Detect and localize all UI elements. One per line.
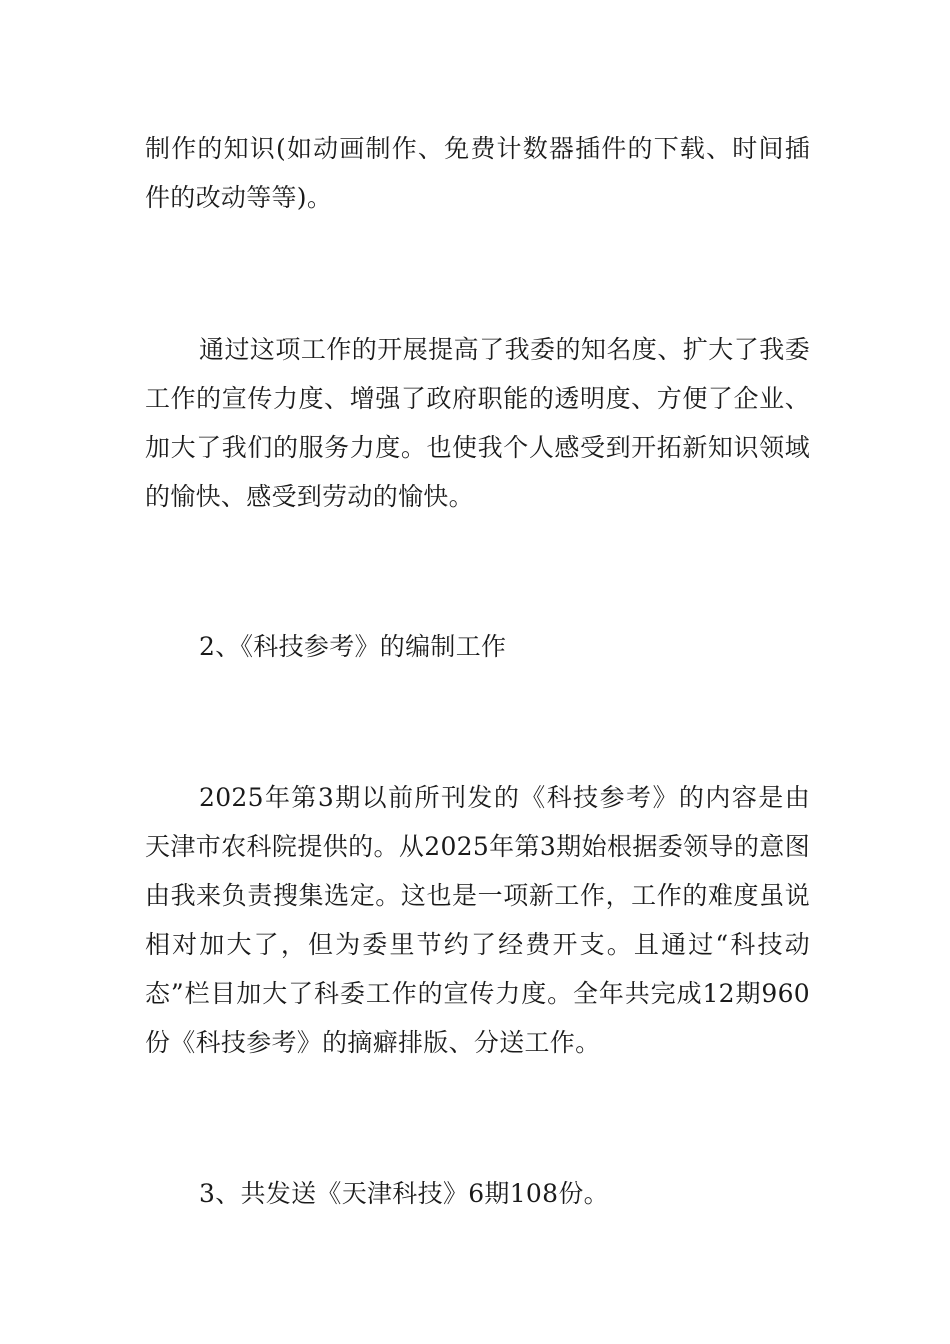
paragraph-continuation: 制作的知识(如动画制作、免费计数器插件的下载、时间插件的改动等等)。 bbox=[145, 134, 810, 212]
section-heading-3: 3、共发送《天津科技》6期108份。 bbox=[199, 1179, 609, 1208]
paragraph-tech-reference: 2025年第3期以前所刊发的《科技参考》的内容是由天津市农科院提供的。从2025年第3期始根据委领导的意图由我来负责搜集选定。这也是一项新工作，工作的难度虽说相对加大了，但为委里节约了经费开支。且通过“科技动态”栏目加大了科委工作的宣传力度。全年共完成12期960份《科技参考》的摘癖排版、分送工作。 bbox=[145, 783, 810, 1057]
paragraph-work-results: 通过这项工作的开展提高了我委的知名度、扩大了我委工作的宣传力度、增强了政府职能的透明度、方便了企业、加大了我们的服务力度。也使我个人感受到开拓新知识领域的愉快、感受到劳动的愉快。 bbox=[145, 335, 810, 511]
section-heading-2: 2、《科技参考》的编制工作 bbox=[199, 632, 507, 661]
